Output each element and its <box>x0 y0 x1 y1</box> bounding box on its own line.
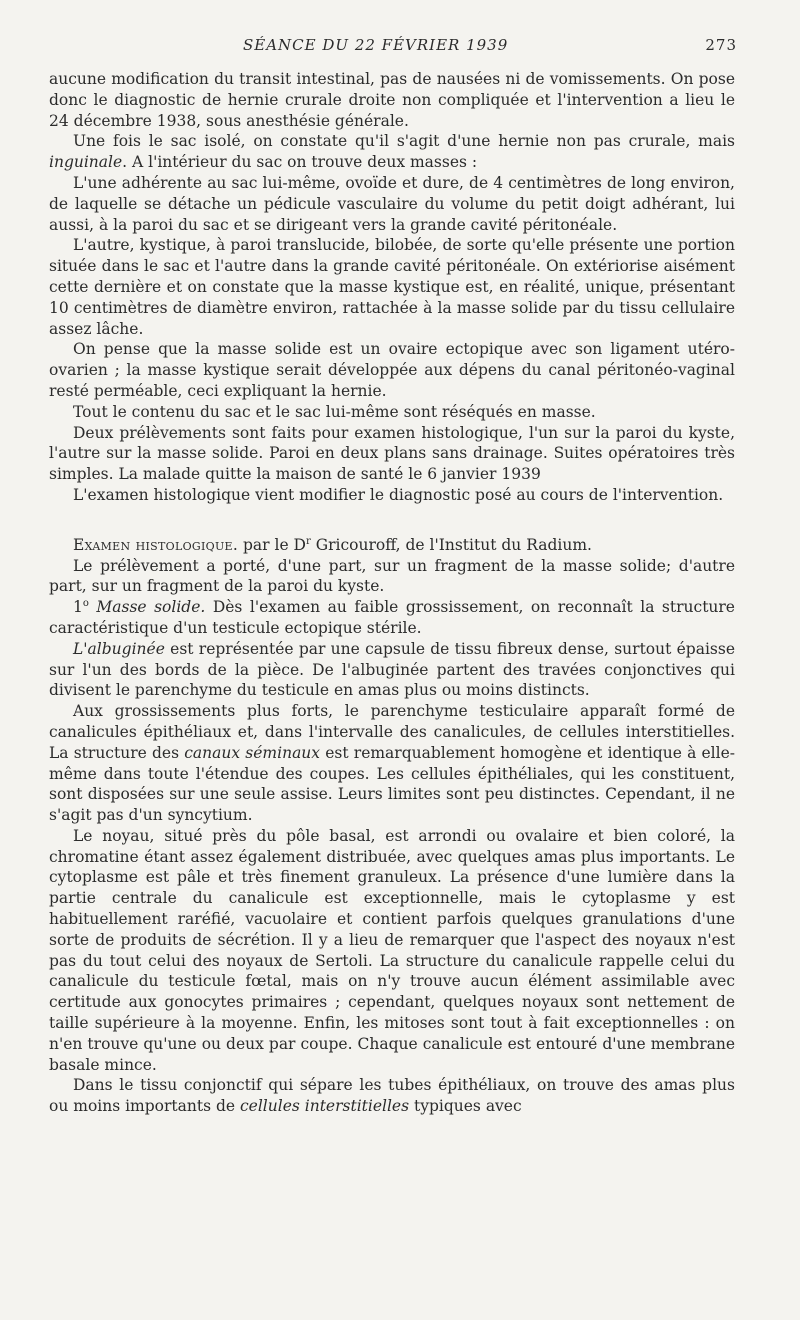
paragraph: L'une adhérente au sac lui-même, ovoïde et dure, de 4 centimètres de long environ, de laquelle se détache un pédicule vasculaire du volume du petit doigt adhérant, lui aussi, à la paroi du sac et se dirigeant vers la grande cavité péritonéale. <box>49 173 735 234</box>
document-page <box>49 30 735 1117</box>
section-heading-paragraph: Examen histologique. par le $D^r$ Gricouroff, de l'Institut du Radium. <box>73 535 592 554</box>
paragraph: Une fois le sac isolé, on constate qu'il s'agit d'une hernie non pas crurale, mais inguinale. A l'intérieur du sac on trouve deux masses : <box>49 132 735 172</box>
running-header <box>49 30 735 60</box>
page-number: 273 <box>705 36 737 54</box>
paragraph: Le noyau, situé près du pôle basal, est arrondi ou ovalaire et bien coloré, la chromatine étant assez également distribuée, avec quelques amas plus importants. Le cytoplasme est pâle et très finement granuleux. La présence d'une lumière dans la partie centrale du canalicule est exceptionnelle, mais le cytoplasme y est habituellement raréfié, vacuolaire et contient parfois quelques granulations d'une sorte de produits de sécrétion. Il y a lieu de remarquer que l'aspect des noyaux n'est pas du tout celui des noyaux de Sertoli. La structure du canalicule rappelle celui du canalicule du testicule fœtal, mais on n'y trouve aucun élément assimilable avec certitude aux gonocytes primaires ; cependant, quelques noyaux sont nettement de taille supérieure à la moyenne. Enfin, les mitoses sont tout à fait exceptionnelles : on n'en trouve qu'une ou deux par coupe. Chaque canalicule est entouré d'une membrane basale mince. <box>49 826 735 1074</box>
running-title: SÉANCE DU 22 FÉVRIER 1939 <box>243 36 509 54</box>
paragraph: Tout le contenu du sac et le sac lui-même sont réséqués en masse. <box>73 402 596 421</box>
section-heading: Examen histologique. <box>73 535 239 554</box>
paragraph: L'examen histologique vient modifier le diagnostic posé au cours de l'intervention. <box>73 485 724 504</box>
paragraph: Dans le tissu conjonctif qui sépare les tubes épithéliaux, on trouve des amas plus ou moins importants de cellules interstitielles typiques avec <box>49 1076 735 1116</box>
section-gap <box>49 506 735 535</box>
paragraph: Le prélèvement a porté, d'une part, sur un fragment de la masse solide; d'autre part, sur un fragment de la paroi du kyste. <box>49 556 735 596</box>
paragraph: 1$^o$ Masse solide. Dès l'examen au faible grossissement, on reconnaît la structure caractéristique d'un testicule ectopique stérile. <box>49 597 735 637</box>
paragraph: aucune modification du transit intestinal, pas de nausées ni de vomissements. On pose donc le diagnostic de hernie crurale droite non compliquée et l'intervention a lieu le 24 décembre 1938, sous anesthésie générale. <box>49 70 735 130</box>
paragraph: L'autre, kystique, à paroi translucide, bilobée, de sorte qu'elle présente une portion située dans le sac et l'autre dans la grande cavité péritonéale. On extériorise aisément cette dernière et on constate que la masse kystique est, en réalité, unique, présentant 10 centimètres de diamètre environ, rattachée à la masse solide par du tissu cellulaire assez lâche. <box>49 236 735 338</box>
paragraph: Aux grossissements plus forts, le parenchyme testiculaire apparaît formé de canalicules épithéliaux et, dans l'intervalle des canalicules, de cellules interstitielles. La structure des canaux séminaux est remarquablement homogène et identique à elle-même dans toute l'étendue des coupes. Les cellules épithéliales, qui les constituent, sont disposées sur une seule assise. Leurs limites sont peu distinctes. Cependant, il ne s'agit pas d'un syncytium. <box>49 702 735 825</box>
body-text <box>49 69 735 1117</box>
paragraph: On pense que la masse solide est un ovaire ectopique avec son ligament utéro-ovarien ; la masse kystique serait développée aux dépens du canal péritonéo-vaginal resté perméable, ceci expliquant la hernie. <box>49 340 735 400</box>
paragraph: L'albuginée est représentée par une capsule de tissu fibreux dense, surtout épaisse sur l'un des bords de la pièce. De l'albuginée partent des travées conjonctives qui divisent le parenchyme du testicule en amas plus ou moins distincts. <box>49 639 735 700</box>
paragraph: Deux prélèvements sont faits pour examen histologique, l'un sur la paroi du kyste, l'autre sur la masse solide. Paroi en deux plans sans drainage. Suites opératoires très simples. La malade quitte la maison de santé le 6 janvier 1939 <box>49 423 735 484</box>
